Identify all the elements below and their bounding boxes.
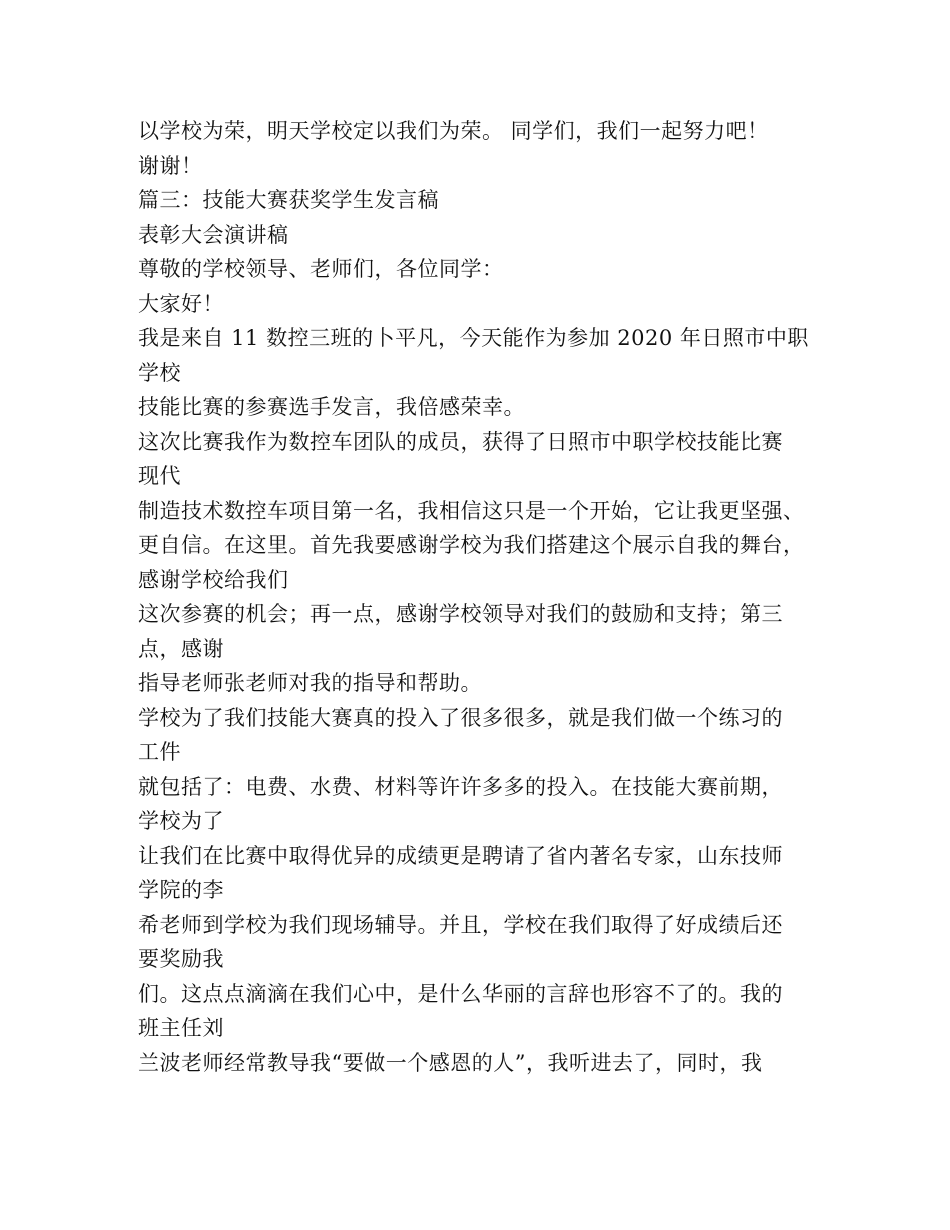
greeting: 大家好！: [138, 291, 224, 316]
text-line: 以学校为荣，明天学校定以我们为荣。 同学们，我们一起努力吧！: [138, 119, 769, 143]
text-line: 点，感谢: [138, 636, 224, 661]
text-line: 工件: [138, 740, 181, 764]
text-line: 班主任刘: [138, 1016, 224, 1040]
text-line: 技能比赛的参赛选手发言，我倍感荣幸。: [138, 395, 525, 419]
speech-text-block: [138, 114, 828, 1080]
text-line: 指导老师张老师对我的指导和帮助。: [138, 671, 482, 695]
speech-title: 表彰大会演讲稿: [138, 222, 289, 247]
text-line: 更自信。在这里。首先我要感谢学校为我们搭建这个展示自我的舞台，: [138, 533, 805, 557]
text-line: 学院的李: [138, 878, 224, 902]
text-line: 这次比赛我作为数控车团队的成员，获得了日照市中职学校技能比赛: [138, 429, 783, 454]
text-line: 要奖励我: [138, 947, 224, 971]
text-line: 兰波老师经常教导我“要做一个感恩的人”，我听进去了，同时，我: [138, 1050, 763, 1075]
salutation: 尊敬的学校领导、老师们，各位同学：: [138, 257, 504, 281]
text-line: 希老师到学校为我们现场辅导。并且，学校在我们取得了好成绩后还: [138, 912, 783, 937]
text-line: 们。这点点滴滴在我们心中，是什么华丽的言辞也形容不了的。我的: [138, 981, 783, 1006]
text-line: 谢谢！: [138, 153, 203, 178]
text-line: 感谢学校给我们: [138, 567, 289, 592]
text-line: 现代: [138, 464, 181, 488]
section-heading: 篇三：技能大赛获奖学生发言稿: [138, 188, 439, 212]
text-line: 学校为了: [138, 809, 224, 833]
text-line: 这次参赛的机会；再一点，感谢学校领导对我们的鼓励和支持；第三: [138, 602, 783, 626]
text-line: 学校: [138, 360, 181, 385]
text-line: 就包括了：电费、水费、材料等许许多多的投入。在技能大赛前期，: [138, 774, 783, 799]
text-line: 学校为了我们技能大赛真的投入了很多很多，就是我们做一个练习的: [138, 705, 783, 730]
text-line: 我是来自 11 数控三班的卜平凡，今天能作为参加 2020 年日照市中职: [138, 326, 809, 350]
text-line: 制造技术数控车项目第一名，我相信这只是一个开始，它让我更坚强、: [138, 498, 805, 523]
text-line: 让我们在比赛中取得优异的成绩更是聘请了省内著名专家，山东技师: [138, 843, 783, 868]
